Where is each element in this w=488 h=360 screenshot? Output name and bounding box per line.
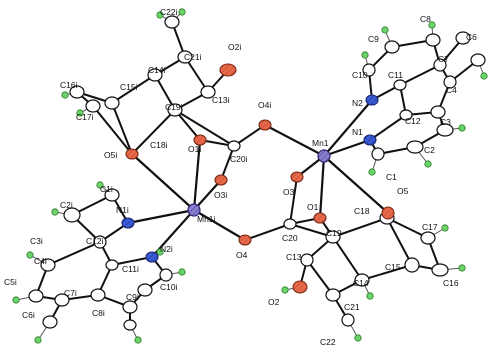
label-c1i: C1i [100, 184, 113, 194]
label-o5: O5 [397, 186, 409, 196]
label-c14: C14 [353, 278, 369, 288]
carbon-atoms [29, 16, 485, 330]
label-c14i: C14i [148, 65, 166, 75]
label-c16: C16 [443, 278, 459, 288]
label-o2: O2 [268, 297, 280, 307]
label-c18i: C18i [150, 140, 168, 150]
label-c15i: C15i [120, 82, 138, 92]
label-n1i: N1i [116, 205, 129, 215]
label-o1: O1 [307, 202, 319, 212]
label-c7i: C7i [64, 288, 77, 298]
label-c4i: C4i [34, 256, 47, 266]
label-c18: C18 [354, 206, 370, 216]
label-mn1: Mn1 [312, 138, 329, 148]
label-c20: C20 [282, 233, 298, 243]
label-c12: C12 [405, 116, 421, 126]
label-c2: C2 [424, 145, 435, 155]
label-c19i: C19i [165, 102, 183, 112]
label-c3: C3 [440, 117, 451, 127]
label-c5i: C5i [4, 277, 17, 287]
label-c3i: C3i [30, 236, 43, 246]
label-o4i: O4i [258, 100, 272, 110]
label-c22i: C22i [160, 7, 178, 17]
label-c17i: C17i [76, 112, 94, 122]
label-c8: C8 [420, 14, 431, 24]
hydrogen-atoms [13, 9, 487, 343]
label-c8i: C8i [92, 308, 105, 318]
label-c21i: C21i [184, 52, 202, 62]
label-c7: C7 [438, 54, 449, 64]
label-c6i: C6i [22, 310, 35, 320]
label-c13: C13 [286, 252, 302, 262]
label-c19: C19 [326, 228, 342, 238]
label-c2i: C2i [60, 200, 73, 210]
atoms-layer [13, 9, 487, 343]
label-c9: C9 [368, 34, 379, 44]
label-c20i: C20i [230, 154, 248, 164]
label-o1i: O1i [188, 144, 202, 154]
label-c15: C15 [385, 262, 401, 272]
label-c11: C11 [388, 70, 403, 80]
label-c9i: C9i [126, 292, 139, 302]
label-o3i: O3i [214, 190, 228, 200]
bonds-layer [16, 12, 484, 340]
label-c21: C21 [344, 302, 360, 312]
label-c6: C6 [466, 32, 477, 42]
atom-labels [4, 7, 477, 347]
label-c17: C17 [422, 222, 438, 232]
label-c13i: C13i [212, 95, 230, 105]
label-o5i: O5i [104, 150, 118, 160]
label-c16i: C16i [60, 80, 78, 90]
label-c4: C4 [446, 85, 457, 95]
label-c11i: C11i [122, 264, 139, 274]
label-n2: N2 [352, 98, 363, 108]
label-c22: C22 [320, 337, 336, 347]
label-c12i: C12i [86, 236, 104, 246]
label-o2i: O2i [228, 42, 242, 52]
label-c10i: C10i [160, 282, 178, 292]
label-n1: N1 [352, 127, 363, 137]
label-c1: C1 [386, 172, 397, 182]
label-mn1i: Mn1i [197, 214, 216, 224]
label-o3: O3 [283, 187, 295, 197]
label-n2i: N2i [160, 244, 173, 254]
label-o4: O4 [236, 250, 248, 260]
label-c10: C10 [352, 70, 368, 80]
